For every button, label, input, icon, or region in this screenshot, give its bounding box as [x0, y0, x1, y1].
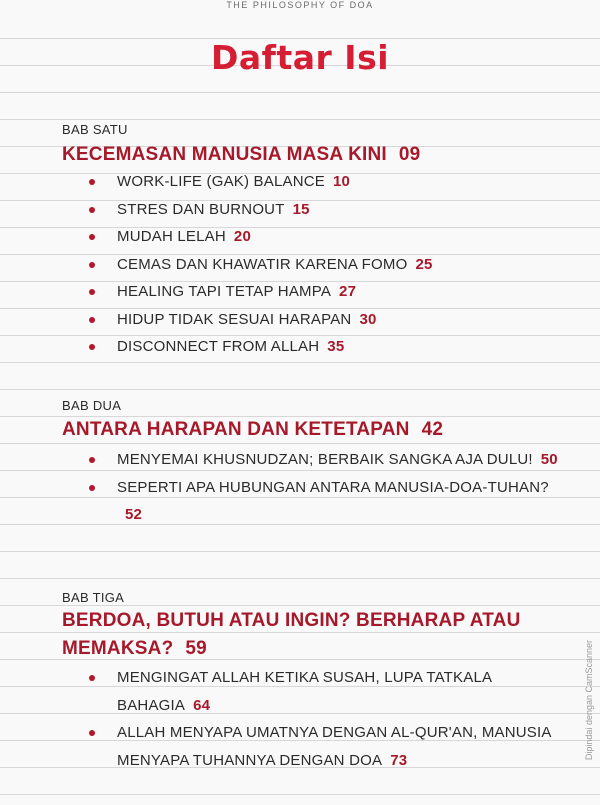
- toc-item-text: ALLAH MENYAPA UMATNYA DENGAN AL-QUR'AN, MANUSIA MENYAPA TUHANNYA DENGAN DOA: [117, 724, 551, 769]
- toc-item[interactable]: [0, 168, 600, 196]
- toc-item-page: 50: [540, 451, 558, 468]
- page-title: Daftar Isi: [210, 38, 390, 77]
- chapter-title-text: ANTARA HARAPAN DAN KETETAPAN: [62, 419, 410, 440]
- toc-item-text: CEMAS DAN KHAWATIR KARENA FOMO: [117, 255, 408, 273]
- toc-item-text: MENYEMAI KHUSNUDZAN; BERBAIK SANGKA AJA DULU!: [117, 451, 533, 468]
- toc-item[interactable]: [0, 251, 600, 279]
- bullet-icon: [89, 675, 95, 681]
- chapter-label: BAB DUA: [62, 398, 122, 413]
- toc-item-text: HIDUP TIDAK SESUAI HARAPAN: [117, 310, 352, 328]
- toc-item-text: STRES DAN BURNOUT: [117, 200, 285, 218]
- toc-item-page: 30: [359, 310, 377, 328]
- toc-item[interactable]: [0, 719, 600, 774]
- toc-item-page: 64: [193, 696, 211, 714]
- bullet-icon: [89, 289, 95, 295]
- toc-item-page: 25: [415, 255, 433, 273]
- toc-item-text: SEPERTI APA HUBUNGAN ANTARA MANUSIA-DOA-TUHAN?: [117, 478, 549, 496]
- chapter-3-items: [0, 664, 600, 774]
- toc-item-page: 15: [292, 200, 310, 218]
- bullet-icon: [89, 730, 95, 736]
- toc-item[interactable]: [0, 474, 600, 529]
- chapter-title-text: KECEMASAN MANUSIA MASA KINI: [62, 144, 387, 165]
- toc-item[interactable]: [0, 306, 600, 334]
- toc-item-page: 20: [233, 228, 251, 245]
- chapter-title[interactable]: [62, 141, 420, 169]
- toc-item[interactable]: [0, 333, 600, 361]
- chapter-page-number: 42: [421, 419, 444, 440]
- toc-item-page: 10: [332, 173, 351, 190]
- chapter-label: BAB SATU: [62, 122, 128, 137]
- chapter-title[interactable]: [62, 607, 552, 663]
- toc-item[interactable]: [0, 664, 600, 719]
- bullet-icon: [89, 179, 95, 185]
- bullet-icon: [89, 485, 95, 491]
- bullet-icon: [89, 262, 95, 268]
- chapter-1-items: [0, 168, 600, 361]
- toc-item-text: DISCONNECT FROM ALLAH: [117, 338, 320, 355]
- scanner-watermark: Dipindai dengan CamScanner: [584, 640, 594, 761]
- bullet-icon: [89, 457, 95, 463]
- toc-item-page: 52: [125, 506, 143, 523]
- chapter-label: BAB TIGA: [62, 590, 125, 605]
- chapter-title[interactable]: [62, 416, 443, 444]
- chapter-page-number: 59: [185, 638, 207, 659]
- bullet-icon: [89, 234, 95, 240]
- toc-item[interactable]: [0, 196, 600, 224]
- toc-item[interactable]: [0, 446, 600, 474]
- running-head: THE PHILOSOPHY OF DOA: [226, 0, 374, 10]
- toc-item-page: 27: [339, 283, 357, 300]
- toc-item-page: 73: [390, 751, 408, 769]
- bullet-icon: [89, 344, 95, 350]
- chapter-title-text: BERDOA, BUTUH ATAU INGIN? BERHARAP ATAU MEMAKSA?: [62, 610, 521, 659]
- chapter-2-items: [0, 446, 600, 529]
- toc-item[interactable]: [0, 223, 600, 251]
- toc-item-page: 35: [327, 338, 345, 355]
- chapter-page-number: 09: [398, 144, 421, 165]
- toc-item-text: MENGINGAT ALLAH KETIKA SUSAH, LUPA TATKALA BAHAGIA: [117, 669, 492, 714]
- toc-item[interactable]: [0, 278, 600, 306]
- toc-item-text: HEALING TAPI TETAP HAMPA: [117, 283, 332, 300]
- toc-item-text: MUDAH LELAH: [117, 228, 226, 245]
- toc-item-text: WORK-LIFE (GAK) BALANCE: [117, 173, 325, 190]
- bullet-icon: [89, 317, 95, 323]
- bullet-icon: [89, 207, 95, 213]
